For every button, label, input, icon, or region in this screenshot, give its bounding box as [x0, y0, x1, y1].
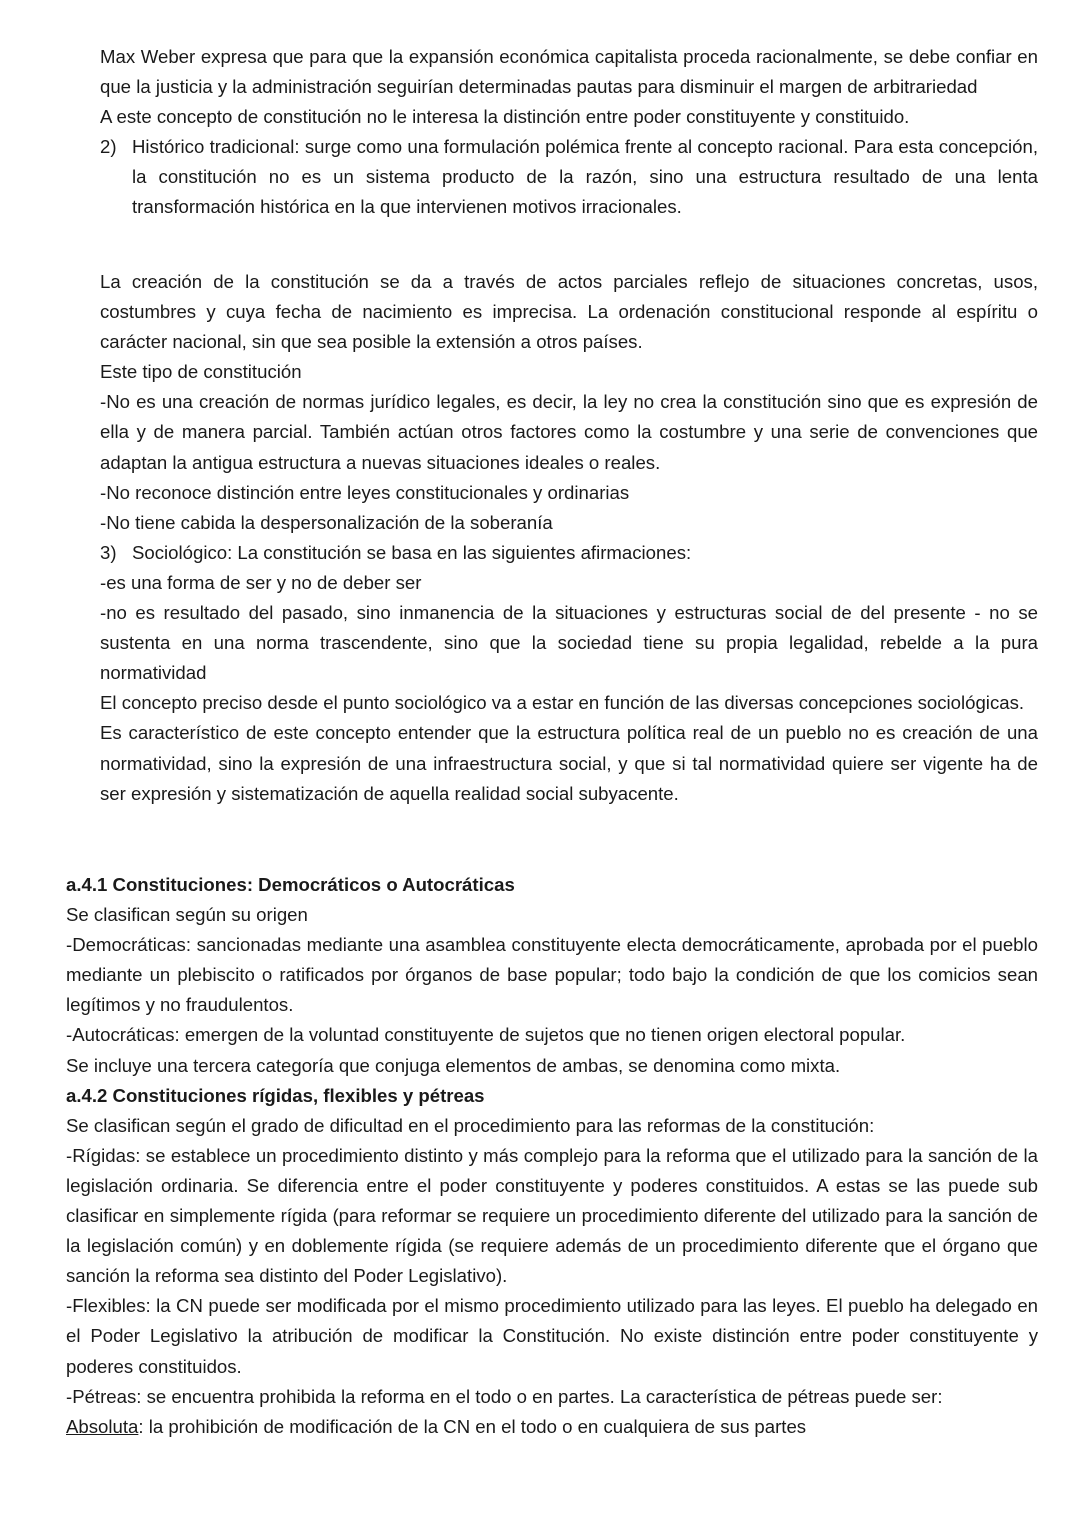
section-racional-end — [0, 42, 1080, 223]
paragraph-no-creacion: -No es una creación de normas jurídico legales, es decir, la ley no crea la constitución sino que es expresión de ella y de manera parcial. También actúan otros factores como la costumbre y una serie de convenciones que adaptan la antigua estructura a nuevas situaciones ideales o reales. — [100, 391, 1038, 473]
list-item-sociologico — [0, 538, 1080, 568]
absoluta-text: : la prohibición de modificación de la CN en el todo o en cualquiera de sus partes — [138, 1415, 807, 1437]
heading-rigidas-flexibles-petreas: a.4.2 Constituciones rígidas, flexibles y pétreas — [66, 1084, 485, 1106]
paragraph-democraticas: -Democráticas: sancionadas mediante una asamblea constituyente electa democráticamente, aprobada por el pueblo mediante un plebiscito o ratificados por órganos de base popular; todo bajo la condición de que los comicios sean legítimos y no fraudulentos. — [66, 934, 1038, 1016]
paragraph-flexibles: -Flexibles: la CN puede ser modificada por el mismo procedimiento utilizado para las leyes. El pueblo ha delegado en el Poder Legislativo la atribución de modificar la Constitución. No existe distinción entre poder constituyente y poderes constituidos. — [66, 1295, 1038, 1377]
paragraph-autocraticas: -Autocráticas: emergen de la voluntad constituyente de sujetos que no tienen origen electoral popular. — [66, 1024, 906, 1046]
paragraph-creacion: La creación de la constitución se da a través de actos parciales reflejo de situaciones concretas, usos, costumbres y cuya fecha de nacimiento es imprecisa. La ordenación constitucional responde al espíritu o carácter nacional, sin que sea posible la extensión a otros países. — [100, 271, 1038, 353]
paragraph-weber: Max Weber expresa que para que la expansión económica capitalista proceda racionalmente, se debe confiar en que la justicia y la administración seguirían determinadas pautas para disminuir el margen de arbitrariedad — [100, 46, 1038, 98]
paragraph-rigidas: -Rígidas: se establece un procedimiento distinto y más complejo para la reforma que el utilizado para la sanción de la legislación ordinaria. Se diferencia entre el poder constituyente y poderes constituidos. A estas se las puede sub clasificar en simplemente rígida (para reformar se requiere un procedimiento diferente del utilizado para la sanción de la legislación común) y en doblemente rígida (se requiere además de un procedimiento diferente que el órgano que sanción la reforma sea distinto del Poder Legislativo). — [66, 1144, 1038, 1287]
heading-democraticas-autocraticas: a.4.1 Constituciones: Democráticos o Autocráticas — [66, 874, 515, 895]
list-item-historico-tradicional — [0, 132, 1080, 222]
paragraph-pasado: -no es resultado del pasado, sino inmanencia de la situaciones y estructuras social de del presente - no se sustenta en una norma trascendente, sino que la sociedad tiene su propia legalidad, rebelde a la pura normatividad — [100, 602, 1038, 684]
paragraph-caracteristico: Es característico de este concepto entender que la estructura política real de un pueblo no es creación de una normatividad, sino la expresión de una infraestructura social, y que si tal normatividad quiere ser vigente ha de ser expresión y sistematización de aquella realidad social subyacente. — [100, 722, 1038, 804]
paragraph-preciso: El concepto preciso desde el punto sociológico va a estar en función de las diversas concepciones sociológicas. — [100, 692, 1025, 714]
paragraph-origen: Se clasifican según su origen — [66, 904, 308, 926]
paragraph-mixta: Se incluye una tercera categoría que conjuga elementos de ambas, se denomina como mixta. — [66, 1054, 841, 1076]
section-historico-detail — [0, 267, 1080, 809]
paragraph-grado: Se clasifican según el grado de dificultad en el procedimiento para las reformas de la constitución: — [66, 1114, 875, 1136]
paragraph-concepto-racional: A este concepto de constitución no le interesa la distinción entre poder constituyente y constituido. — [100, 106, 910, 128]
list-number: 3) — [100, 541, 117, 563]
paragraph-petreas: -Pétreas: se encuentra prohibida la reforma en el todo o en partes. La característica de pétreas puede ser: — [66, 1385, 943, 1407]
paragraph-absoluta — [0, 1412, 1080, 1442]
paragraph-forma: -es una forma de ser y no de deber ser — [100, 571, 422, 593]
absoluta-label: Absoluta — [66, 1415, 139, 1437]
section-clasificaciones — [0, 870, 1080, 1442]
list-item-text: Sociológico: La constitución se basa en las siguientes afirmaciones: — [132, 541, 692, 563]
paragraph-tipo: Este tipo de constitución — [100, 361, 302, 383]
paragraph-no-distincion: -No reconoce distinción entre leyes constitucionales y ordinarias — [100, 481, 630, 503]
paragraph-no-cabida: -No tiene cabida la despersonalización de la soberanía — [100, 511, 553, 533]
list-item-text: Histórico tradicional: surge como una formulación polémica frente al concepto racional. Para esta concepción, la constitución no es un sistema producto de la razón, sino una estructura resultado de una lenta transformación histórica en la que intervienen motivos irracionales. — [132, 136, 1038, 218]
list-number: 2) — [100, 136, 117, 158]
